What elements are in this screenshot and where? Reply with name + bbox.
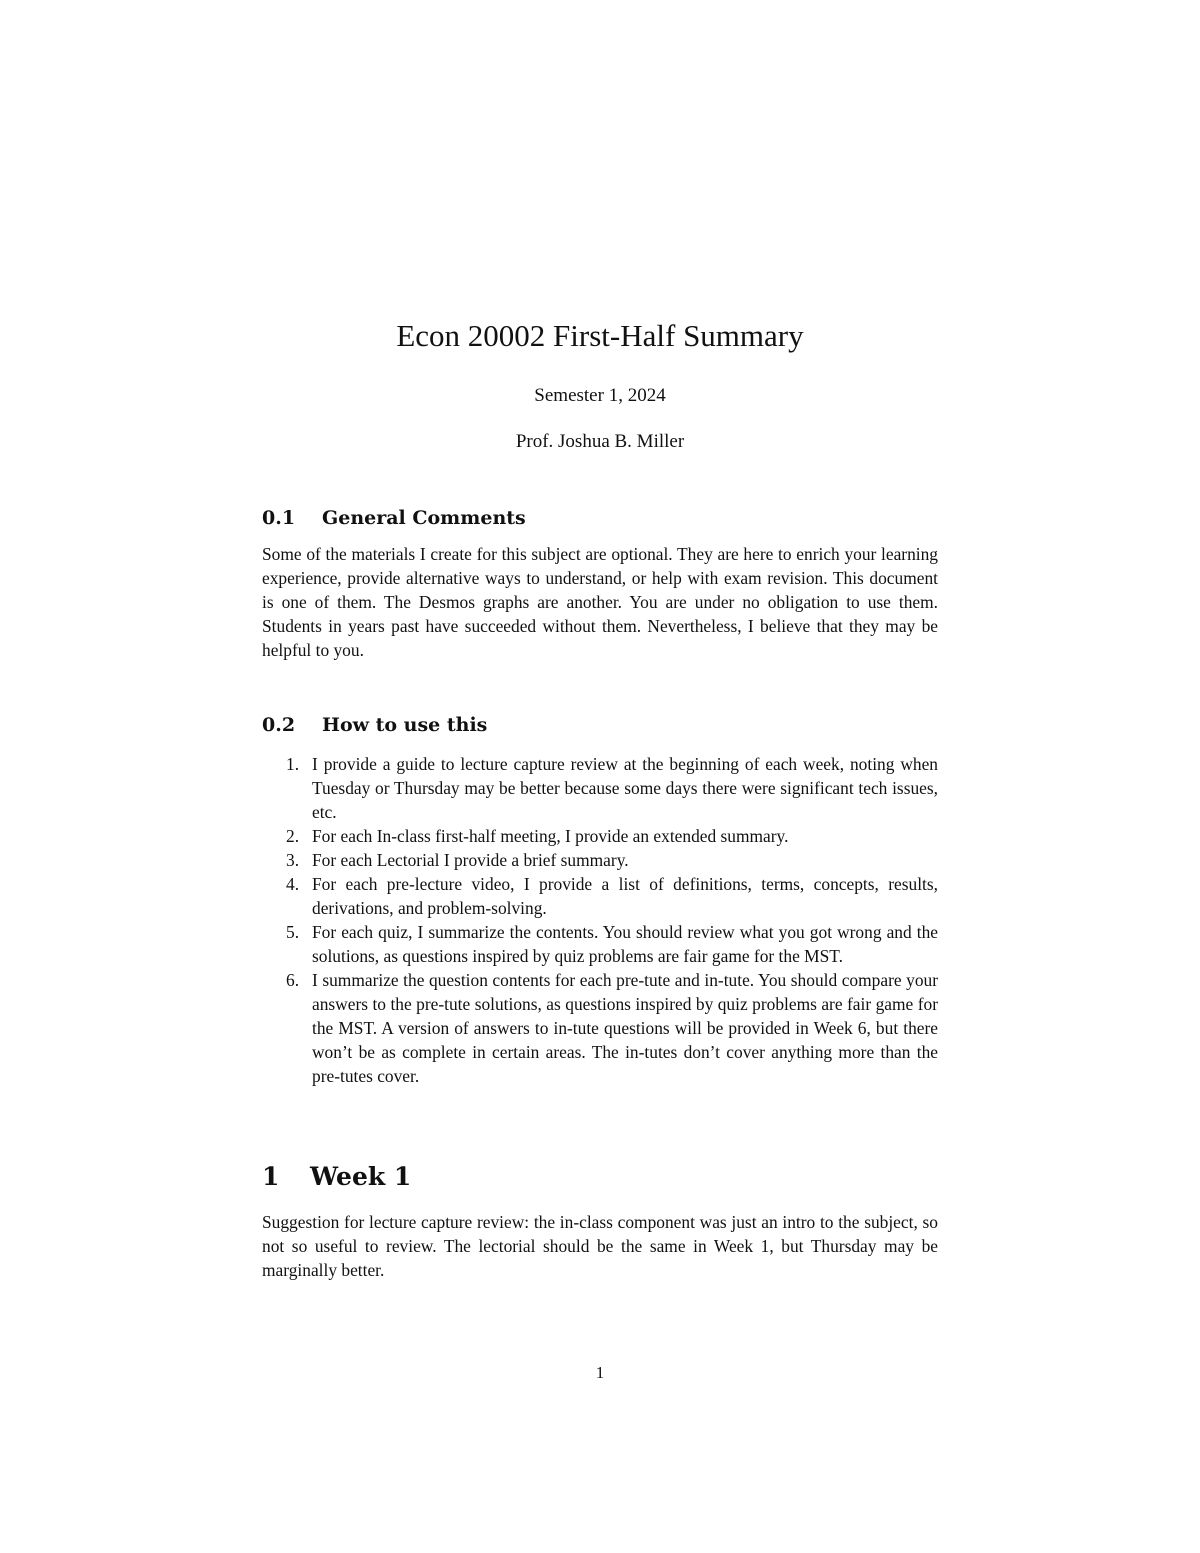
section-heading-week-1 (262, 1161, 411, 1193)
document-title: Econ 20002 First-Half Summary (396, 318, 804, 353)
week-1-body (262, 1210, 938, 1282)
document-author: Prof. Joshua B. Miller (515, 431, 685, 452)
how-to-use-list-container (262, 752, 938, 1088)
subsection-number: 0.2 (262, 714, 296, 736)
list-item-text: I provide a guide to lecture capture review at the beginning of each week, noting when Tuesday or Thursday may be better because some days there were significant tech issues, etc. (312, 754, 938, 822)
list-marker: 2. (286, 826, 300, 846)
subsection-heading-general-comments (262, 505, 526, 531)
list-item-text: For each pre-lecture video, I provide a list of definitions, terms, concepts, results, derivations, and problem-solving. (312, 874, 938, 918)
list-marker: 4. (286, 874, 300, 894)
subsection-title: General Comments (322, 507, 526, 529)
page-number: 1 (595, 1363, 605, 1382)
how-to-use-list (262, 752, 938, 1088)
list-item-text: For each In-class first-half meeting, I provide an extended summary. (312, 826, 789, 846)
list-item-text: For each quiz, I summarize the contents. You should review what you got wrong and the solutions, as questions inspired by quiz problems are fair game for the MST. (312, 922, 938, 966)
subsection-heading-how-to-use (262, 712, 487, 738)
list-item-text: For each Lectorial I provide a brief summary. (312, 850, 629, 870)
list-item (262, 824, 938, 848)
list-item (262, 920, 938, 968)
section-title: Week 1 (310, 1162, 412, 1191)
list-item (262, 872, 938, 920)
list-marker: 3. (286, 850, 300, 870)
subsection-title: How to use this (322, 714, 488, 736)
paragraph: Some of the materials I create for this subject are optional. They are here to enrich your learning experience, provide alternative ways to understand, or help with exam revision. This document is one of them. The Desmos graphs are another. You are under no obligation to use them. Students in years past have succeeded without them. Nevertheless, I believe that they may be helpful to you. (262, 544, 938, 660)
paragraph: Suggestion for lecture capture review: the in-class component was just an intro to the subject, so not so useful to review. The lectorial should be the same in Week 1, but Thursday may be marginally better. (262, 1212, 938, 1280)
document-date: Semester 1, 2024 (534, 385, 666, 406)
section-number: 1 (262, 1162, 280, 1191)
list-marker: 6. (286, 970, 300, 990)
list-item-text: I summarize the question contents for each pre-tute and in-tute. You should compare your answers to the pre-tute solutions, as questions inspired by quiz problems are fair game for the MST. A version of answers to in-tute questions will be provided in Week 6, but there won’t be as complete in certain areas. The in-tutes don’t cover anything more than the pre-tutes cover. (312, 970, 938, 1086)
list-item (262, 848, 938, 872)
list-marker: 1. (286, 754, 300, 774)
general-comments-body (262, 542, 938, 662)
list-item (262, 752, 938, 824)
list-item (262, 968, 938, 1088)
title-block (0, 316, 1200, 452)
subsection-number: 0.1 (262, 507, 296, 529)
list-marker: 5. (286, 922, 300, 942)
